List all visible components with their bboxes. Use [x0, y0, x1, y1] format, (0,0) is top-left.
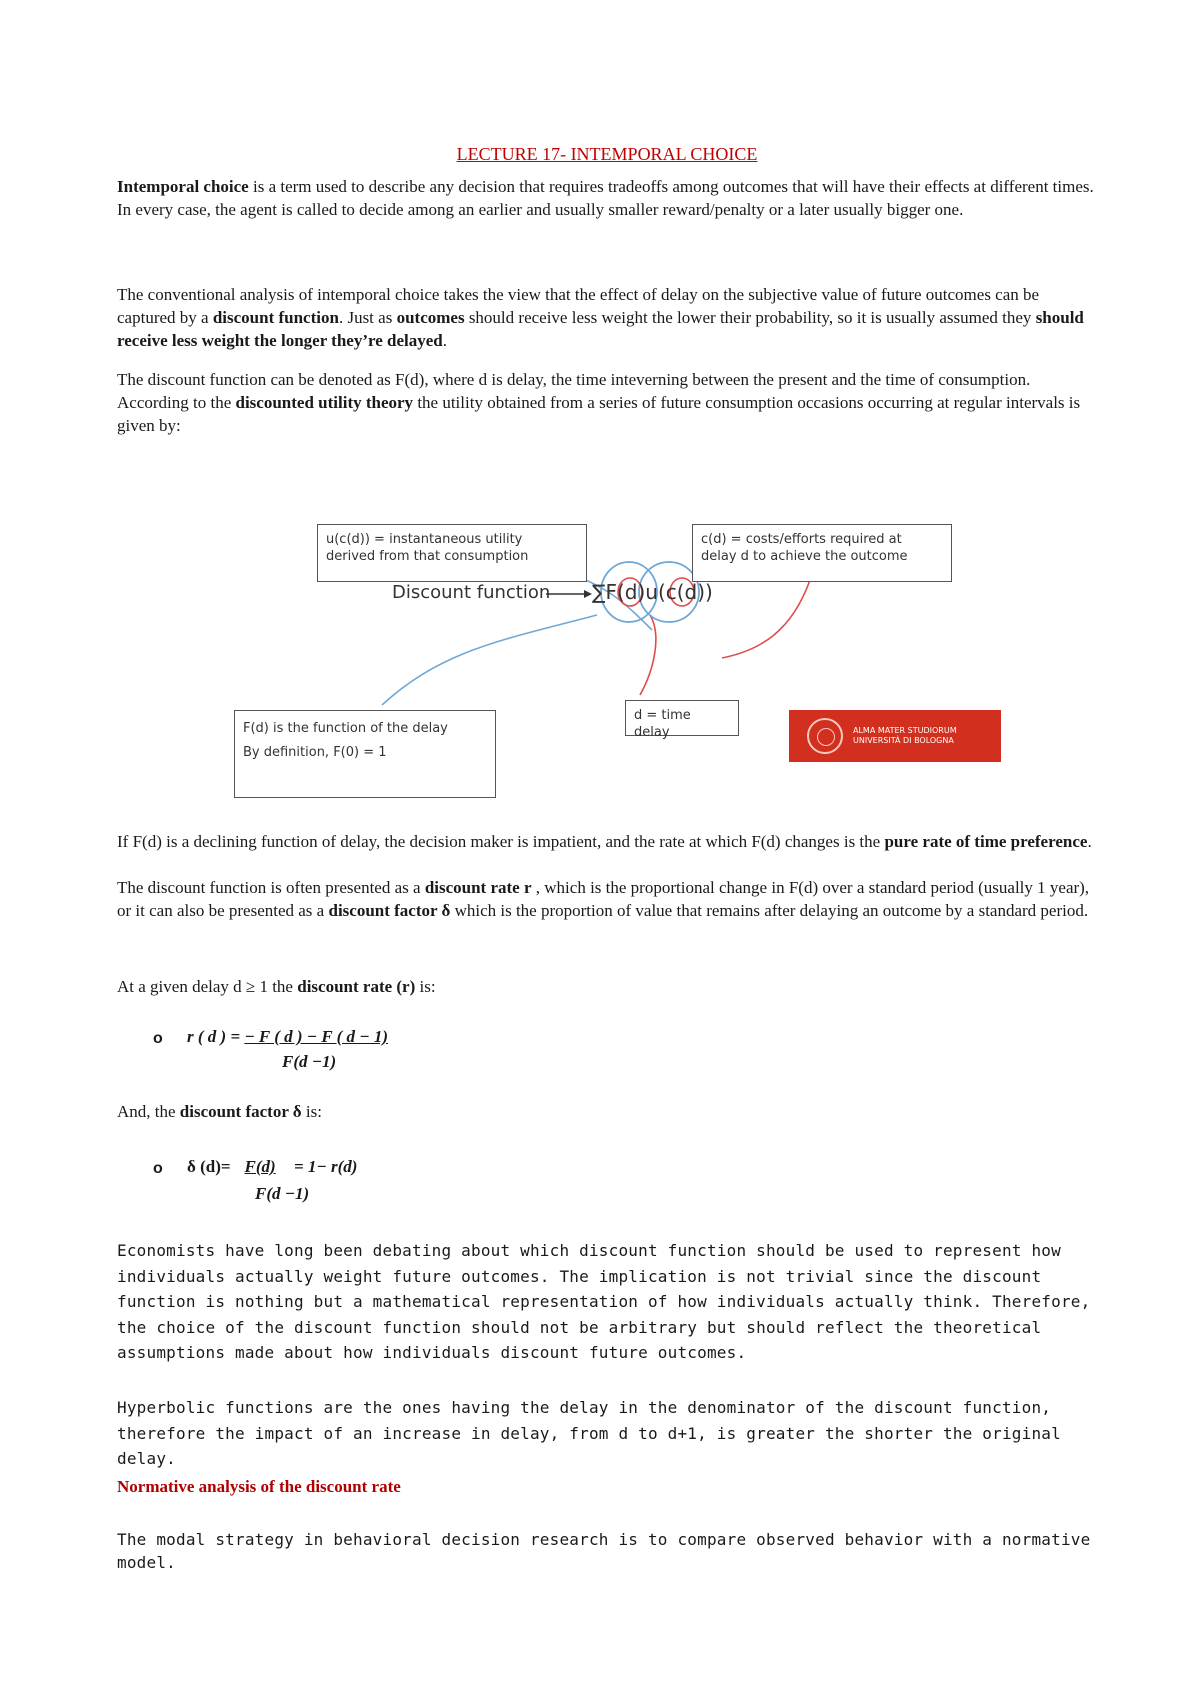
paragraph-intemporal-choice: Intemporal choice is a term used to describe any decision that requires tradeoffs among outcomes that will have their effects at different times. In every case, the agent is called to decide among an earlier and usually smaller reward/penalty or a later usually bigger one. [117, 177, 1094, 219]
paragraph-pure-rate: If F(d) is a declining function of delay, the decision maker is impatient, and the rate at which F(d) changes is the pure rate of time preference. [117, 832, 1092, 851]
university-seal-icon [807, 718, 843, 754]
arrow-head [584, 590, 592, 598]
discount-factor-denominator: F(d −1) [255, 1184, 310, 1203]
box-utility: u(c(d)) = instantaneous utility derived from that consumption [317, 524, 587, 582]
paragraph-discount-factor: And, the discount factor δ is: [117, 1102, 322, 1121]
paragraph-discount-rate-factor: The discount function is often presented as a discount rate r , which is the proportional change in F(d) over a standard period (usually 1 year), or it can also be presented as a discount factor δ which is the proportion of value that remains after delaying an outcome by a standard period. [117, 878, 1090, 920]
paragraph-given-delay: At a given delay d ≥ 1 the discount rate (r) is: [117, 977, 436, 996]
university-logo: ALMA MATER STUDIORUM UNIVERSITÀ DI BOLOGNA [789, 710, 1001, 762]
paragraph-modal-strategy: The modal strategy in behavioral decision research is to compare observed behavior with a normative model. [117, 1530, 1091, 1572]
formula-bullet-1: o [153, 1030, 163, 1047]
paragraph-hyperbolic-functions: Hyperbolic functions are the ones having the delay in the denominator of the discount function, therefore the impact of an increase in delay, from d to d+1, is greater the shorter the original delay. [117, 1398, 1061, 1468]
discount-rate-formula: r ( d ) = − F ( d ) − F ( d − 1) [187, 1027, 388, 1046]
formula-bullet-2: o [153, 1160, 163, 1177]
paragraph-discount-function: The discount function can be denoted as F(d), where d is delay, the time inteverning between the present and the time of consumption. According to the discounted utility theory the utility obtained from a series of future consumption occasions occurring at regular intervals is given by: [117, 370, 1081, 435]
paragraph-economists-debate: Economists have long been debating about which discount function should be used to represent how individuals actually weight future outcomes. The implication is not trivial since the discount function is nothing but a mathematical representation of how individuals actually think. Therefore, the choice of the discount function should not be arbitrary but should reflect the theoretical assumptions made about how individuals discount future outcomes. [117, 1241, 1091, 1362]
paragraph-conventional-analysis: The conventional analysis of intemporal choice takes the view that the effect of delay on the subjective value of future outcomes can be captured by a discount function. Just as outcomes should receive less weight the lower their probability, so it is usually assumed they should receive less weight the longer they’re delayed. [117, 285, 1084, 350]
discount-function-label: Discount function [392, 582, 551, 603]
term-intemporal-choice: Intemporal choice [117, 177, 249, 196]
discount-factor-formula: δ (d)= F(d) = 1− r(d) [187, 1157, 358, 1176]
page-title: LECTURE 17- INTEMPORAL CHOICE [456, 144, 758, 164]
section-heading-normative: Normative analysis of the discount rate [117, 1477, 401, 1496]
box-fd: F(d) is the function of the delay By definition, F(0) = 1 [234, 710, 496, 798]
connector-fd [382, 615, 597, 705]
discount-rate-denominator: F(d −1) [282, 1052, 337, 1071]
box-cost: c(d) = costs/efforts required at delay d to achieve the outcome [692, 524, 952, 582]
connector-cost [722, 580, 810, 658]
discounted-utility-diagram [222, 520, 1002, 820]
box-time-delay: d = time delay [625, 700, 739, 736]
discounted-utility-formula: ∑F(d)u(c(d)) [592, 580, 713, 604]
